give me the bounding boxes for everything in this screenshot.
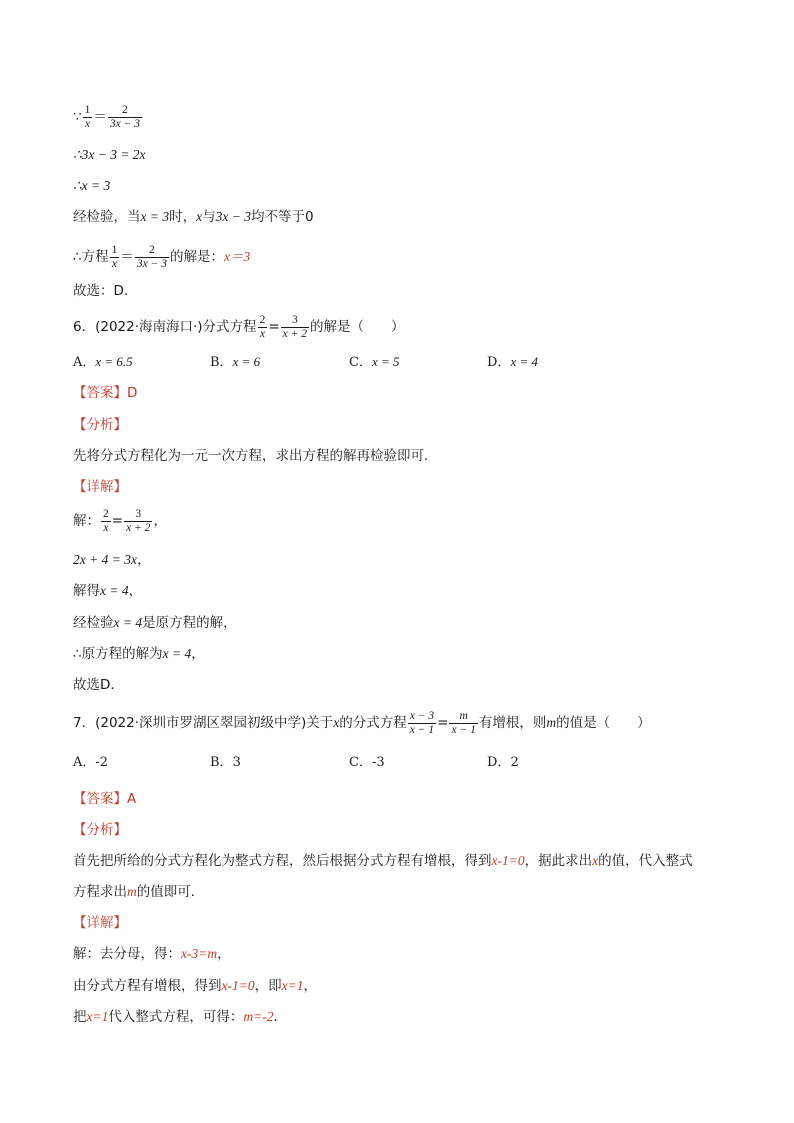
q6-solution-1: 解： $\frac{2}{x}$ = $\frac{3}{x + 2}$ ，	[73, 508, 167, 534]
fraction: $\frac{3}{x + 2}$	[282, 314, 307, 340]
q6-solution-3: 解得x = 4，	[73, 583, 143, 599]
prev-line-3: ∴x = 3	[73, 178, 111, 193]
fraction: $\frac{1}{x}$	[84, 104, 91, 130]
fraction: $\frac{x - 3}{x - 1}$	[409, 710, 435, 736]
q7-answer: 【答案】A	[73, 791, 137, 807]
q6-detail-tag: 【详解】	[73, 479, 127, 495]
q6-solution-4: 经检验x = 4是原方程的解，	[73, 615, 237, 631]
q7-option-a: A．-2	[73, 755, 109, 770]
q6-stem: 6．(2022·海南海口·)分式方程 $\frac{2}{x}$ = $\frac{3}{x + 2}$ 的解是（ ）	[73, 314, 405, 340]
q7-option-b: B．3	[210, 755, 241, 770]
q6-solution-2: 2x + 4 = 3x，	[73, 552, 151, 567]
q6-option-b: B．x = 6	[210, 354, 261, 370]
q6-solution-5: ∴原方程的解为x = 4，	[73, 646, 205, 662]
q6-option-d: D．x = 4	[487, 354, 538, 370]
fraction: $\frac{2}{x}$	[103, 508, 109, 534]
q6-analysis-text: 先将分式方程化为一元一次方程，求出方程的解再检验即可．	[73, 448, 438, 464]
prev-line-5: ∴方程 $\frac{1}{x}$ ＝ $\frac{2}{3x - 3}$ 的解是：x＝3	[73, 244, 251, 270]
q6-answer: 【答案】D	[73, 385, 138, 401]
fraction: $\frac{m}{x - 1}$	[451, 710, 476, 736]
q6-option-a: A．x = 6.5	[73, 354, 133, 370]
q7-analysis-2: 方程求出m的值即可．	[73, 884, 205, 900]
fraction: $\frac{1}{x}$	[111, 244, 118, 270]
prev-line-6: 故选：D．	[73, 283, 138, 299]
prev-line-4: 经检验，当x = 3时，x与3x − 3均不等于0	[73, 209, 314, 225]
prev-line-1: ∵ $\frac{1}{x}$ ＝ $\frac{2}{3x - 3}$	[73, 104, 140, 130]
prev-line-2: ∴3x − 3 = 2x	[73, 147, 146, 162]
q7-detail-2: 由分式方程有增根，得到x-1=0，即x=1，	[73, 978, 317, 994]
q6-option-c: C．x = 5	[349, 354, 400, 370]
q7-option-c: C．-3	[349, 755, 385, 770]
q7-detail-tag: 【详解】	[73, 915, 127, 931]
q7-option-d: D．2	[487, 755, 519, 770]
q7-detail-1: 解：去分母，得：x-3=m，	[73, 946, 231, 962]
q6-analysis-tag: 【分析】	[73, 417, 127, 433]
fraction: $\frac{2}{3x - 3}$	[136, 244, 167, 270]
q7-stem: 7．(2022·深圳市罗湖区翠园初级中学)关于x的分式方程 $\frac{x - 3}{x - 1}$ = $\frac{m}{x - 1}$ 有增根，则m的值是（ ）	[73, 710, 651, 736]
q7-analysis-tag: 【分析】	[73, 822, 127, 838]
q6-solution-6: 故选D．	[73, 677, 124, 693]
because-symbol: ∵	[73, 109, 82, 125]
fraction: $\frac{2}{x}$	[259, 314, 266, 340]
fraction: $\frac{2}{3x - 3}$	[109, 104, 140, 130]
q7-detail-3: 把x=1代入整式方程，可得：m=-2．	[73, 1009, 287, 1025]
fraction: $\frac{3}{x + 2}$	[126, 508, 151, 534]
q7-analysis-1: 首先把所给的分式方程化为整式方程，然后根据分式方程有增根，得到x-1=0，据此求出x的值，代入整式	[73, 853, 693, 869]
